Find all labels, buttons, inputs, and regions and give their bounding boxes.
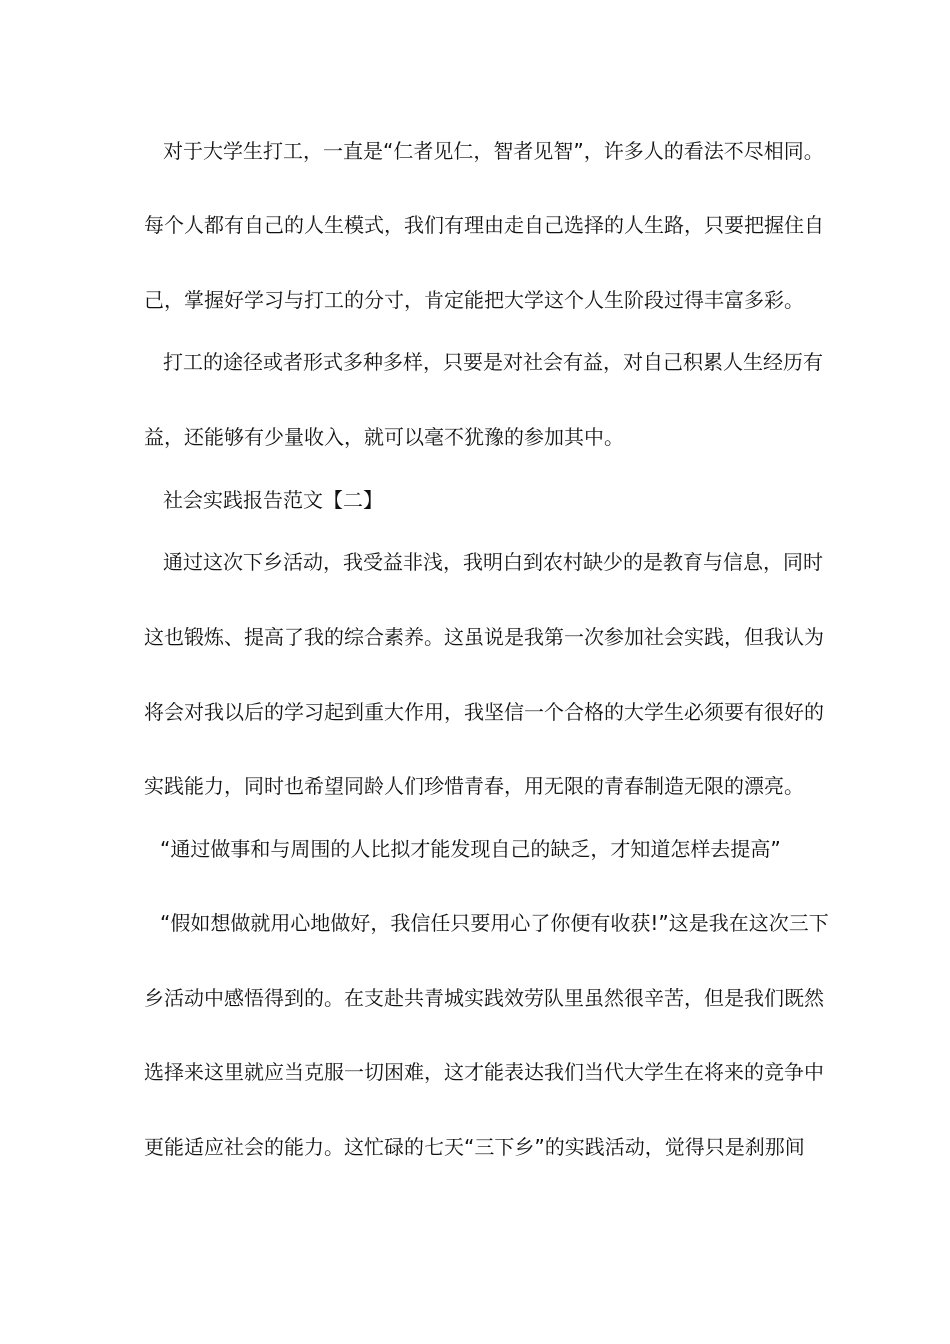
paragraph-line: “假如想做就用心地做好，我信任只要用心了你便有收获!”这是我在这次三下 bbox=[160, 911, 829, 935]
paragraph-line: 乡活动中感悟得到的。在支赴共青城实践效劳队里虽然很辛苦，但是我们既然 bbox=[144, 986, 824, 1010]
paragraph-line: 更能适应社会的能力。这忙碌的七天“三下乡”的实践活动，觉得只是刹那间 bbox=[144, 1135, 805, 1159]
paragraph-line: 实践能力，同时也希望同龄人们珍惜青春，用无限的青春制造无限的漂亮。 bbox=[144, 774, 804, 798]
paragraph-line: 己，掌握好学习与打工的分寸，肯定能把大学这个人生阶段过得丰富多彩。 bbox=[144, 288, 804, 312]
paragraph-line: 对于大学生打工，一直是“仁者见仁，智者见智”，许多人的看法不尽相同。 bbox=[163, 139, 824, 163]
quote-line: “通过做事和与周围的人比拟才能发现自己的缺乏，才知道怎样去提高” bbox=[160, 837, 781, 861]
paragraph-line: 益，还能够有少量收入，就可以毫不犹豫的参加其中。 bbox=[144, 425, 624, 449]
paragraph-line: 通过这次下乡活动，我受益非浅，我明白到农村缺少的是教育与信息，同时 bbox=[163, 550, 823, 574]
section-heading: 社会实践报告范文【二】 bbox=[163, 488, 383, 512]
paragraph-line: 将会对我以后的学习起到重大作用，我坚信一个合格的大学生必须要有很好的 bbox=[144, 700, 824, 724]
paragraph-line: 这也锻炼、提高了我的综合素养。这虽说是我第一次参加社会实践，但我认为 bbox=[144, 625, 824, 649]
paragraph-line: 选择来这里就应当克服一切困难，这才能表达我们当代大学生在将来的竞争中 bbox=[144, 1060, 824, 1084]
paragraph-line: 打工的途径或者形式多种多样，只要是对社会有益，对自己积累人生经历有 bbox=[163, 350, 823, 374]
paragraph-line: 每个人都有自己的人生模式，我们有理由走自己选择的人生路，只要把握住自 bbox=[144, 213, 824, 237]
